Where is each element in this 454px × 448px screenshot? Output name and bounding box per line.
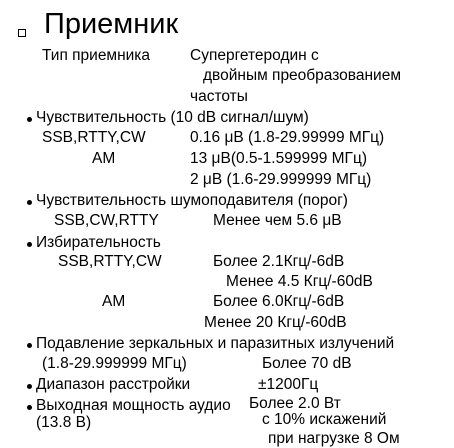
square-bullet-icon [18, 29, 26, 37]
image-rejection-range: (1.8-29.999999 МГц) [42, 355, 187, 372]
page-title: Приемник [44, 8, 179, 40]
rit-label: Диапазон расстройки [36, 376, 191, 393]
selectivity-value-2: Менее 4.5 Кгц/-60dB [226, 273, 373, 290]
sensitivity-mode-1: SSB,RTTY,CW [42, 129, 146, 146]
image-rejection-value: Более 70 dB [262, 355, 352, 372]
bullet-icon [27, 117, 32, 122]
type-value-line-1: Супергетеродин с [190, 47, 319, 64]
bullet-icon [27, 242, 32, 247]
rit-value: ±1200Гц [258, 376, 319, 393]
squelch-mode: SSB,CW,RTTY [54, 212, 159, 229]
squelch-label: Чувствительность шумоподавителя (порог) [36, 192, 348, 209]
bullet-icon [27, 384, 32, 389]
bullet-icon [27, 405, 32, 410]
selectivity-value-3: Более 6.0Кгц/-6dB [213, 293, 345, 310]
type-value-line-2: двойным преобразованием [203, 67, 401, 84]
type-value-line-3: частоты [190, 88, 248, 105]
selectivity-value-1: Более 2.1Кгц/-6dB [213, 253, 345, 270]
selectivity-mode-1: SSB,RTTY,CW [58, 253, 162, 270]
sensitivity-value-2: 13 μB(0.5-1.599999 МГц) [190, 150, 367, 167]
selectivity-value-4: Менее 20 Кгц/-60dB [204, 314, 347, 331]
selectivity-mode-3: AM [102, 293, 126, 310]
image-rejection-label: Подавление зеркальных и паразитных излучений [36, 335, 395, 352]
bullet-icon [27, 343, 32, 348]
audio-label: Выходная мощность аудио [36, 397, 231, 414]
sensitivity-value-3: 2 μB (1.6-29.999999 МГц) [190, 171, 372, 188]
sensitivity-label: Чувствительность (10 dB сигнал/шум) [36, 109, 309, 126]
audio-value-line-1: Более 2.0 Вт [249, 395, 341, 412]
selectivity-label: Избирательность [36, 234, 161, 251]
audio-value-line-2: с 10% искажений [262, 411, 387, 428]
audio-value-line-3: при нагрузке 8 Ом [268, 430, 400, 447]
audio-voltage: (13.8 В) [36, 414, 92, 431]
sensitivity-mode-2: AM [92, 150, 116, 167]
bullet-icon [27, 200, 32, 205]
sensitivity-value-1: 0.16 μB (1.8-29.99999 МГц) [190, 129, 385, 146]
type-label: Тип приемника [42, 47, 151, 64]
squelch-value: Менее чем 5.6 μB [213, 212, 342, 229]
